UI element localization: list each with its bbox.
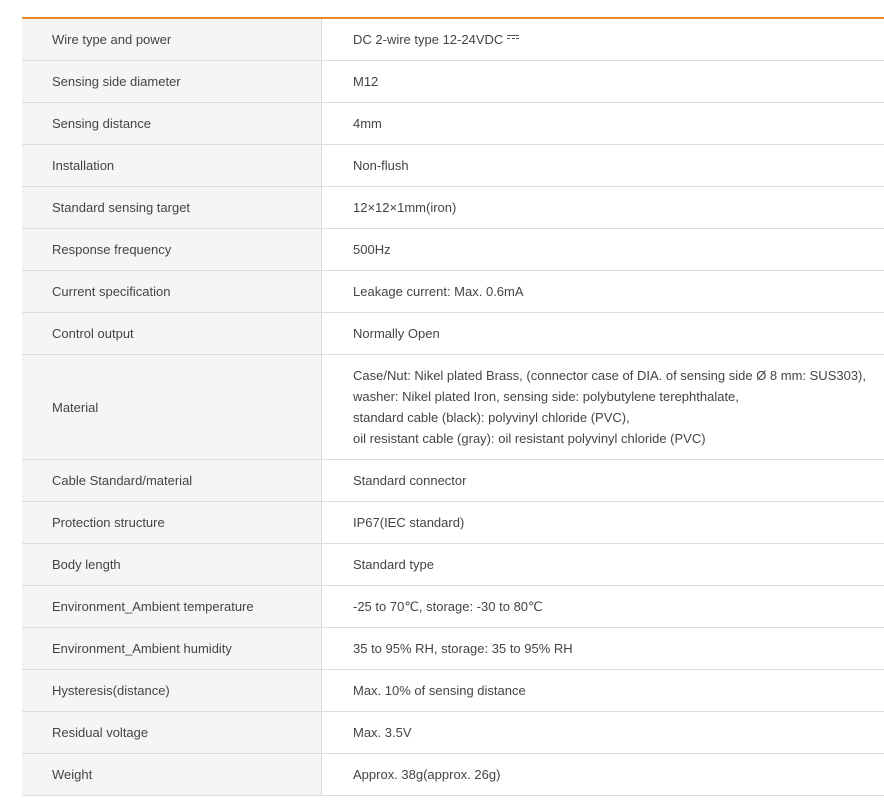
spec-row-wire-type: [22, 19, 884, 61]
spec-row-body-length: [22, 544, 884, 586]
spec-label: Control output: [22, 313, 322, 354]
spec-value: M12: [353, 74, 379, 89]
dc-current-icon: [507, 35, 519, 40]
spec-value-line: standard cable (black): polyvinyl chloride (PVC),: [353, 410, 630, 425]
spec-value-line: oil resistant cable (gray): oil resistant polyvinyl chloride (PVC): [353, 431, 706, 446]
spec-value-line: Case/Nut: Nikel plated Brass, (connector case of DIA. of sensing side Ø 8 mm: SUS303),: [353, 368, 866, 383]
spec-value: 500Hz: [353, 242, 391, 257]
spec-row-hysteresis: [22, 670, 884, 712]
spec-label: Current specification: [22, 271, 322, 312]
spec-row-standard-sensing-target: [22, 187, 884, 229]
spec-value: Approx. 38g(approx. 26g): [353, 767, 501, 782]
spec-row-sensing-distance: [22, 103, 884, 145]
spec-row-ambient-temperature: [22, 586, 884, 628]
spec-value: 12×12×1mm(iron): [353, 200, 457, 215]
spec-value: 35 to 95% RH, storage: 35 to 95% RH: [353, 641, 573, 656]
spec-label: Cable Standard/material: [22, 460, 322, 501]
spec-value: Max. 10% of sensing distance: [353, 683, 526, 698]
spec-label: Installation: [22, 145, 322, 186]
spec-label: Response frequency: [22, 229, 322, 270]
spec-value: Standard type: [353, 557, 434, 572]
spec-label: Hysteresis(distance): [22, 670, 322, 711]
spec-label: Sensing side diameter: [22, 61, 322, 102]
spec-value: 4mm: [353, 116, 382, 131]
spec-value: Leakage current: Max. 0.6mA: [353, 284, 524, 299]
spec-value-line: washer: Nikel plated Iron, sensing side: polybutylene terephthalate,: [353, 389, 739, 404]
spec-value: Normally Open: [353, 326, 440, 341]
spec-label: Weight: [22, 754, 322, 795]
spec-label: Standard sensing target: [22, 187, 322, 228]
spec-label: Sensing distance: [22, 103, 322, 144]
spec-row-protection-structure: [22, 502, 884, 544]
spec-value: IP67(IEC standard): [353, 515, 465, 530]
spec-label: Wire type and power: [22, 19, 322, 60]
spec-row-residual-voltage: [22, 712, 884, 754]
spec-label: Body length: [22, 544, 322, 585]
spec-table: [22, 17, 884, 796]
spec-value: [322, 19, 884, 60]
spec-row-material: [22, 355, 884, 460]
spec-row-current-specification: [22, 271, 884, 313]
spec-value-text: DC 2-wire type 12-24VDC: [353, 32, 504, 47]
spec-row-installation: [22, 145, 884, 187]
spec-label: Protection structure: [22, 502, 322, 543]
spec-label: Residual voltage: [22, 712, 322, 753]
spec-value: -25 to 70℃, storage: -30 to 80℃: [353, 598, 543, 614]
spec-value: Standard connector: [353, 473, 467, 488]
spec-row-cable-standard: [22, 460, 884, 502]
spec-value: Max. 3.5V: [353, 725, 412, 740]
spec-label: Material: [22, 355, 322, 459]
spec-row-ambient-humidity: [22, 628, 884, 670]
spec-label: Environment_Ambient temperature: [22, 586, 322, 627]
spec-row-control-output: [22, 313, 884, 355]
spec-row-sensing-side-diameter: [22, 61, 884, 103]
spec-value: Non-flush: [353, 158, 409, 173]
spec-row-response-frequency: [22, 229, 884, 271]
spec-row-weight: [22, 754, 884, 796]
spec-value-multiline: [322, 355, 884, 459]
spec-label: Environment_Ambient humidity: [22, 628, 322, 669]
